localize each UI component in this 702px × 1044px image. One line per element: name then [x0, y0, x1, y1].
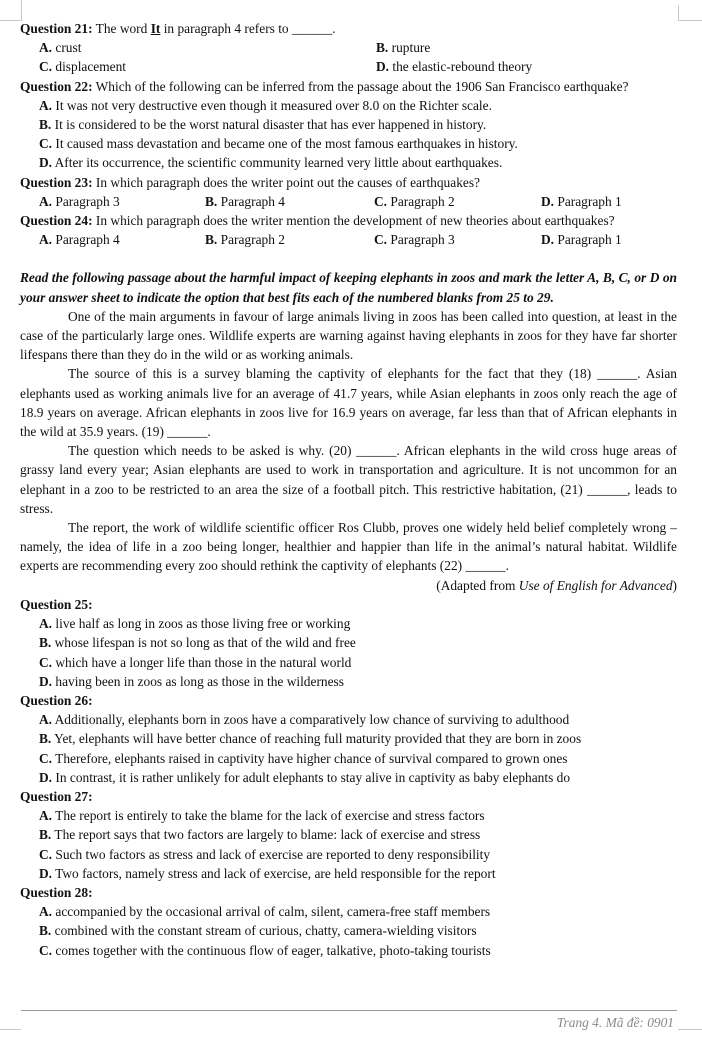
option-text: Such two factors as stress and lack of exercise are reported to deny responsibility — [52, 846, 491, 862]
option-text: Paragraph 4 — [217, 193, 285, 209]
question-label: Question 24: — [20, 213, 93, 229]
option-text: displacement — [52, 59, 127, 75]
option-a[interactable] — [20, 614, 677, 633]
option-letter: B. — [376, 40, 389, 56]
question-stem — [20, 77, 677, 96]
option-letter: D. — [541, 232, 555, 248]
question-label: Question 27: — [20, 788, 93, 804]
option-letter: D. — [39, 769, 53, 785]
reading-passage — [20, 268, 677, 594]
footer-divider — [21, 1010, 677, 1011]
option-a[interactable] — [39, 38, 376, 57]
option-text: Two factors, namely stress and lack of exercise, are held responsible for the report — [52, 865, 496, 881]
option-text: crust — [52, 40, 82, 56]
options-row — [20, 192, 677, 211]
option-b[interactable] — [376, 38, 430, 57]
question-24 — [20, 211, 677, 249]
question-label: Question 26: — [20, 692, 93, 708]
passage-paragraph: The question which needs to be asked is why. (20) ______. African elephants in the wild cross huge areas of grassy land every year; Asian elephants are used to work in transportation and agriculture. It is not uncommon for an elephant in a zoo to be restricted to an area the size of a football pitch. This restrictive habitation, (21) ______, leads to stress. — [20, 443, 677, 516]
option-text: the elastic-rebound theory — [389, 59, 533, 75]
option-letter: A. — [39, 232, 53, 248]
option-letter: B. — [39, 117, 52, 133]
crop-mark-bottom-left — [0, 1029, 21, 1030]
option-text: accompanied by the occasional arrival of calm, silent, camera-free staff members — [52, 904, 491, 920]
option-text: Paragraph 2 — [387, 193, 455, 209]
question-label: Question 22: — [20, 78, 93, 94]
stem-text: The word — [92, 21, 151, 36]
source-suffix: ) — [672, 577, 677, 593]
option-b[interactable] — [20, 921, 677, 940]
option-b[interactable] — [205, 230, 374, 249]
option-text: Additionally, elephants born in zoos have a comparatively low chance of surviving to adulthood — [52, 712, 570, 728]
option-d[interactable] — [376, 57, 532, 76]
option-letter: C. — [39, 846, 53, 862]
passage-paragraph: The report, the work of wildlife scientific officer Ros Clubb, proves one widely held belief completely wrong – namely, the idea of life in a zoo being longer, healthier and happier than life in the animal’s natural habitat. Wildlife experts are recommending every zoo should rethink the captivity of elephants (22) ______. — [20, 520, 677, 574]
question-21 — [20, 19, 677, 77]
option-letter: A. — [39, 97, 53, 113]
option-letter: C. — [39, 136, 53, 152]
crop-mark-top-right — [678, 5, 702, 21]
option-letter: C. — [39, 59, 53, 75]
question-stem — [20, 211, 677, 230]
option-text: comes together with the continuous flow of eager, talkative, photo-taking tourists — [52, 942, 491, 958]
option-text: The report says that two factors are largely to blame: lack of exercise and stress — [51, 827, 481, 843]
option-text: Therefore, elephants raised in captivity have higher chance of survival compared to grown ones — [52, 750, 568, 766]
question-stem — [20, 19, 677, 38]
crop-mark-bottom-right — [678, 1029, 702, 1030]
option-letter: D. — [376, 59, 390, 75]
question-27 — [20, 787, 677, 883]
option-text: combined with the constant stream of curious, chatty, camera-wielding visitors — [51, 923, 477, 939]
option-text: Paragraph 4 — [52, 232, 120, 248]
option-text: Paragraph 3 — [387, 232, 455, 248]
document-page — [20, 19, 677, 960]
option-c[interactable] — [374, 192, 541, 211]
option-c[interactable] — [20, 749, 677, 768]
option-letter: A. — [39, 616, 53, 632]
section-spacer — [20, 249, 677, 268]
crop-mark-top-left — [0, 0, 22, 21]
stem-text: in paragraph 4 refers to ______. — [160, 21, 336, 36]
option-letter: A. — [39, 904, 53, 920]
option-a[interactable] — [39, 230, 205, 249]
option-letter: A. — [39, 808, 53, 824]
source-title: Use of English for Advanced — [518, 577, 673, 593]
option-text: Paragraph 3 — [52, 193, 120, 209]
option-b[interactable] — [20, 633, 677, 652]
option-letter: D. — [541, 193, 555, 209]
option-c[interactable] — [39, 57, 376, 76]
option-text: After its occurrence, the scientific community learned very little about earthquakes. — [52, 155, 503, 171]
passage-paragraph: The source of this is a survey blaming the captivity of elephants for the fact that they (18) ______. Asian elephants used as working animals live for an average of 41.7 years, while Asian elephants in zoos only reach the age of 18.9 years on average. African elephants in zoos live for 16.9 years on average, far less than that of African elephants in the wild at 35.9 years. (19) ______. — [20, 366, 677, 440]
options-row — [20, 57, 677, 76]
question-label: Question 25: — [20, 596, 93, 612]
question-25 — [20, 595, 677, 691]
option-d[interactable] — [20, 864, 677, 883]
option-text: rupture — [388, 40, 431, 56]
options-row — [20, 38, 677, 57]
stem-text: In which paragraph does the writer mention the development of new theories about earthquakes? — [92, 213, 615, 229]
question-28 — [20, 883, 677, 960]
passage-source — [20, 576, 677, 595]
option-letter: B. — [39, 731, 52, 747]
question-label: Question 28: — [20, 884, 93, 900]
option-a[interactable] — [20, 902, 677, 921]
passage-paragraph: One of the main arguments in favour of large animals living in zoos has been called into question, at least in the case of the particularly large ones. Wildlife experts are warning against having elephants in zoos for they have far shorter lifespans there than they do in the wild or as working animals. — [20, 308, 677, 363]
option-a[interactable] — [20, 710, 677, 729]
option-letter: A. — [39, 712, 53, 728]
option-c[interactable] — [20, 941, 677, 960]
stem-text: Which of the following can be inferred from the passage about the 1906 San Francisco earthquake? — [92, 78, 629, 94]
option-d[interactable] — [541, 230, 622, 249]
option-text: Paragraph 2 — [217, 232, 285, 248]
emphasized-word: It — [150, 21, 161, 36]
option-text: live half as long in zoos as those living free or working — [52, 616, 351, 632]
option-b[interactable] — [20, 825, 677, 844]
option-text: In contrast, it is rather unlikely for adult elephants to stay alive in captivity as baby elephants do — [52, 769, 571, 785]
option-a[interactable] — [20, 806, 677, 825]
option-letter: D. — [39, 673, 53, 689]
option-b[interactable] — [20, 115, 677, 134]
option-c[interactable] — [374, 230, 541, 249]
option-letter: D. — [39, 155, 53, 171]
question-label: Question 23: — [20, 174, 93, 190]
option-b[interactable] — [205, 192, 374, 211]
option-text: whose lifespan is not so long as that of the wild and free — [51, 635, 356, 651]
option-text: which have a longer life than those in the natural world — [52, 654, 352, 670]
option-letter: C. — [39, 654, 53, 670]
option-letter: C. — [39, 750, 53, 766]
page-footer: Trang 4. Mã đề: 0901 — [556, 1015, 674, 1030]
option-d[interactable] — [20, 768, 677, 787]
option-letter: A. — [39, 193, 53, 209]
option-letter: C. — [374, 193, 388, 209]
option-d[interactable] — [20, 672, 677, 691]
option-text: The report is entirely to take the blame for the lack of exercise and stress factors — [52, 808, 485, 824]
option-text: It is considered to be the worst natural disaster that has ever happened in history. — [51, 117, 487, 133]
option-text: having been in zoos as long as those in the wilderness — [52, 673, 344, 689]
option-text: It was not very destructive even though it measured over 8.0 on the Richter scale. — [52, 97, 492, 113]
stem-text: In which paragraph does the writer point out the causes of earthquakes? — [92, 174, 480, 190]
option-d[interactable] — [20, 153, 677, 172]
option-text: Paragraph 1 — [554, 193, 622, 209]
question-label: Question 21: — [20, 21, 93, 36]
option-letter: B. — [39, 827, 52, 843]
question-26 — [20, 691, 677, 787]
option-letter: B. — [205, 232, 218, 248]
option-d[interactable] — [541, 192, 622, 211]
option-b[interactable] — [20, 729, 677, 748]
option-letter: D. — [39, 865, 53, 881]
option-c[interactable] — [20, 134, 677, 153]
option-a[interactable] — [39, 192, 205, 211]
option-letter: C. — [39, 942, 53, 958]
question-23 — [20, 173, 677, 211]
option-a[interactable] — [20, 96, 677, 115]
option-text: Paragraph 1 — [554, 232, 622, 248]
option-letter: C. — [374, 232, 388, 248]
option-letter: B. — [39, 923, 52, 939]
option-letter: B. — [39, 635, 52, 651]
option-letter: B. — [205, 193, 218, 209]
option-c[interactable] — [20, 653, 677, 672]
option-text: Yet, elephants will have better chance of reaching full maturity provided that they are born in zoos — [51, 731, 582, 747]
options-row — [20, 230, 677, 249]
question-stem — [20, 173, 677, 192]
option-c[interactable] — [20, 845, 677, 864]
option-letter: A. — [39, 40, 53, 56]
source-prefix: (Adapted from — [436, 577, 519, 593]
passage-instruction: Read the following passage about the harmful impact of keeping elephants in zoos and mark the letter A, B, C, or D on your answer sheet to indicate the option that best fits each of the numbered blanks from 25 to 29. — [20, 270, 677, 305]
question-22 — [20, 77, 677, 173]
option-text: It caused mass devastation and became one of the most famous earthquakes in history. — [52, 136, 518, 152]
